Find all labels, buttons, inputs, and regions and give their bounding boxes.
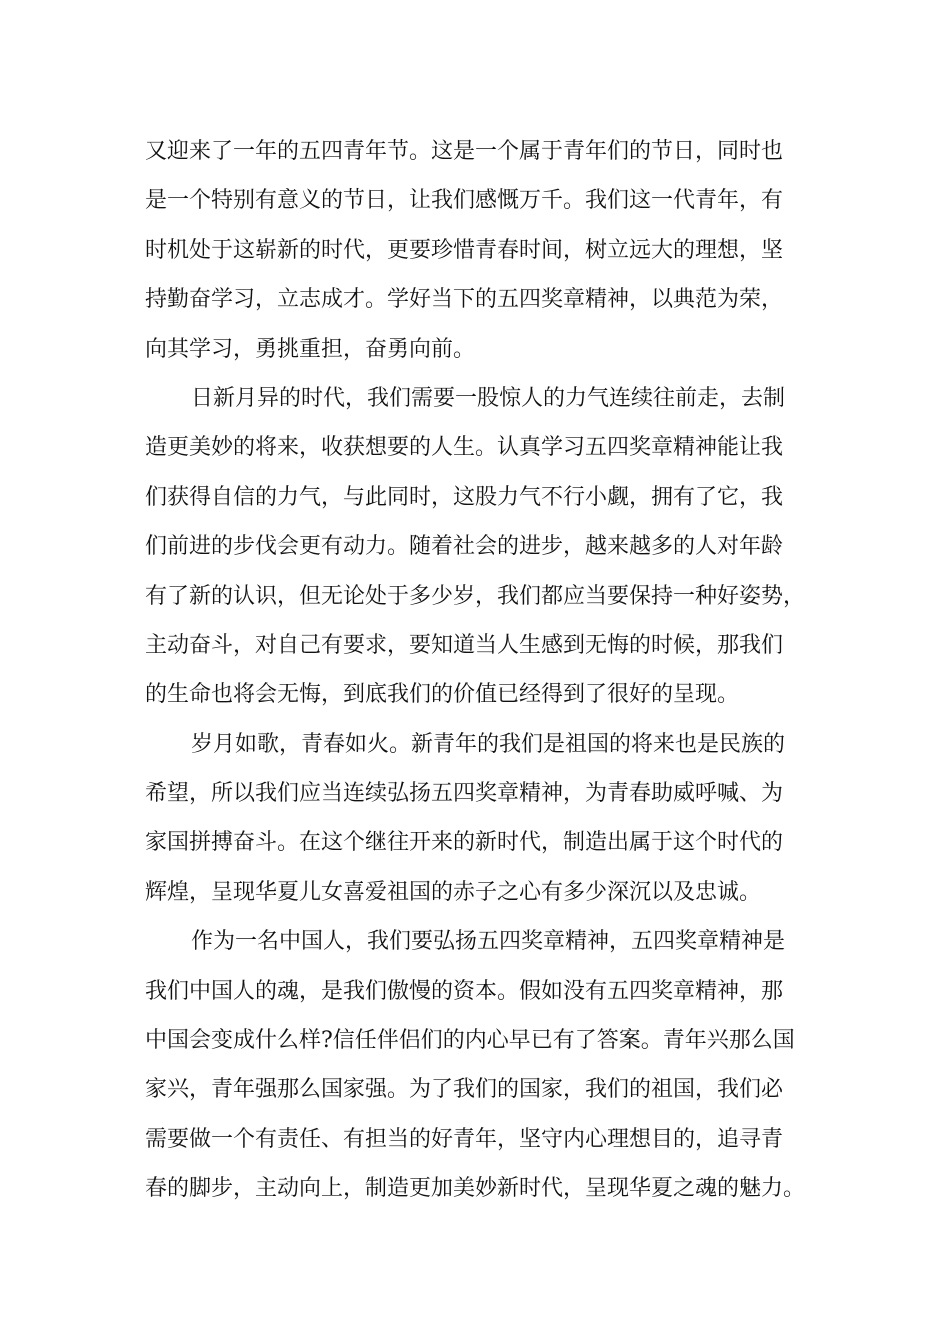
text-line: 需要做一个有责任、有担当的好青年，坚守内心理想目的，追寻青 xyxy=(145,1126,784,1152)
text-line: 辉煌，呈现华夏儿女喜爱祖国的赤子之心有多少深沉以及忠诚。 xyxy=(145,879,762,905)
text-line: 我们中国人的魂，是我们傲慢的资本。假如没有五四奖章精神，那 xyxy=(145,978,784,1004)
paragraph-4 xyxy=(145,917,835,1213)
text-line: 家兴，青年强那么国家强。为了我们的国家，我们的祖国，我们必 xyxy=(145,1077,784,1103)
text-line: 造更美妙的将来，收获想要的人生。认真学习五四奖章精神能让我 xyxy=(145,435,784,461)
text-line: 春的脚步，主动向上，制造更加美妙新时代，呈现华夏之魂的魅力。 xyxy=(145,1176,806,1202)
paragraph-1 xyxy=(145,127,835,374)
text-line: 向其学习，勇挑重担，奋勇向前。 xyxy=(145,336,476,362)
text-line: 又迎来了一年的五四青年节。这是一个属于青年们的节日，同时也 xyxy=(145,139,784,164)
text-line: 岁月如歌，青春如火。新青年的我们是祖国的将来也是民族的 xyxy=(191,731,786,757)
text-line: 家国拼搏奋斗。在这个继往开来的新时代，制造出属于这个时代的 xyxy=(145,830,784,856)
text-line: 时机处于这崭新的时代，更要珍惜青春时间，树立远大的理想，坚 xyxy=(145,237,784,263)
document-body xyxy=(145,127,835,1214)
text-line: 日新月异的时代，我们需要一股惊人的力气连续往前走，去制 xyxy=(191,385,786,411)
text-line: 作为一名中国人，我们要弘扬五四奖章精神，五四奖章精神是 xyxy=(191,929,786,955)
text-line: 的生命也将会无悔，到底我们的价值已经得到了很好的呈现。 xyxy=(145,682,740,708)
text-line: 有了新的认识，但无论处于多少岁，我们都应当要保持一种好姿势， xyxy=(145,583,806,609)
paragraph-3 xyxy=(145,720,835,918)
text-line: 希望，所以我们应当连续弘扬五四奖章精神，为青春助威呼喊、为 xyxy=(145,781,784,807)
text-line: 是一个特别有意义的节日，让我们感慨万千。我们这一代青年，有 xyxy=(145,188,784,214)
text-line: 们获得自信的力气，与此同时，这股力气不行小觑，拥有了它，我 xyxy=(145,484,784,510)
text-line: 持勤奋学习，立志成才。学好当下的五四奖章精神，以典范为荣， xyxy=(145,287,784,313)
paragraph-2 xyxy=(145,374,835,720)
text-line: 中国会变成什么样?信任伴侣们的内心早已有了答案。青年兴那么国 xyxy=(145,1028,795,1054)
text-line: 们前进的步伐会更有动力。随着社会的进步，越来越多的人对年龄 xyxy=(145,534,784,560)
text-line: 主动奋斗，对自己有要求，要知道当人生感到无悔的时候，那我们 xyxy=(145,632,784,658)
